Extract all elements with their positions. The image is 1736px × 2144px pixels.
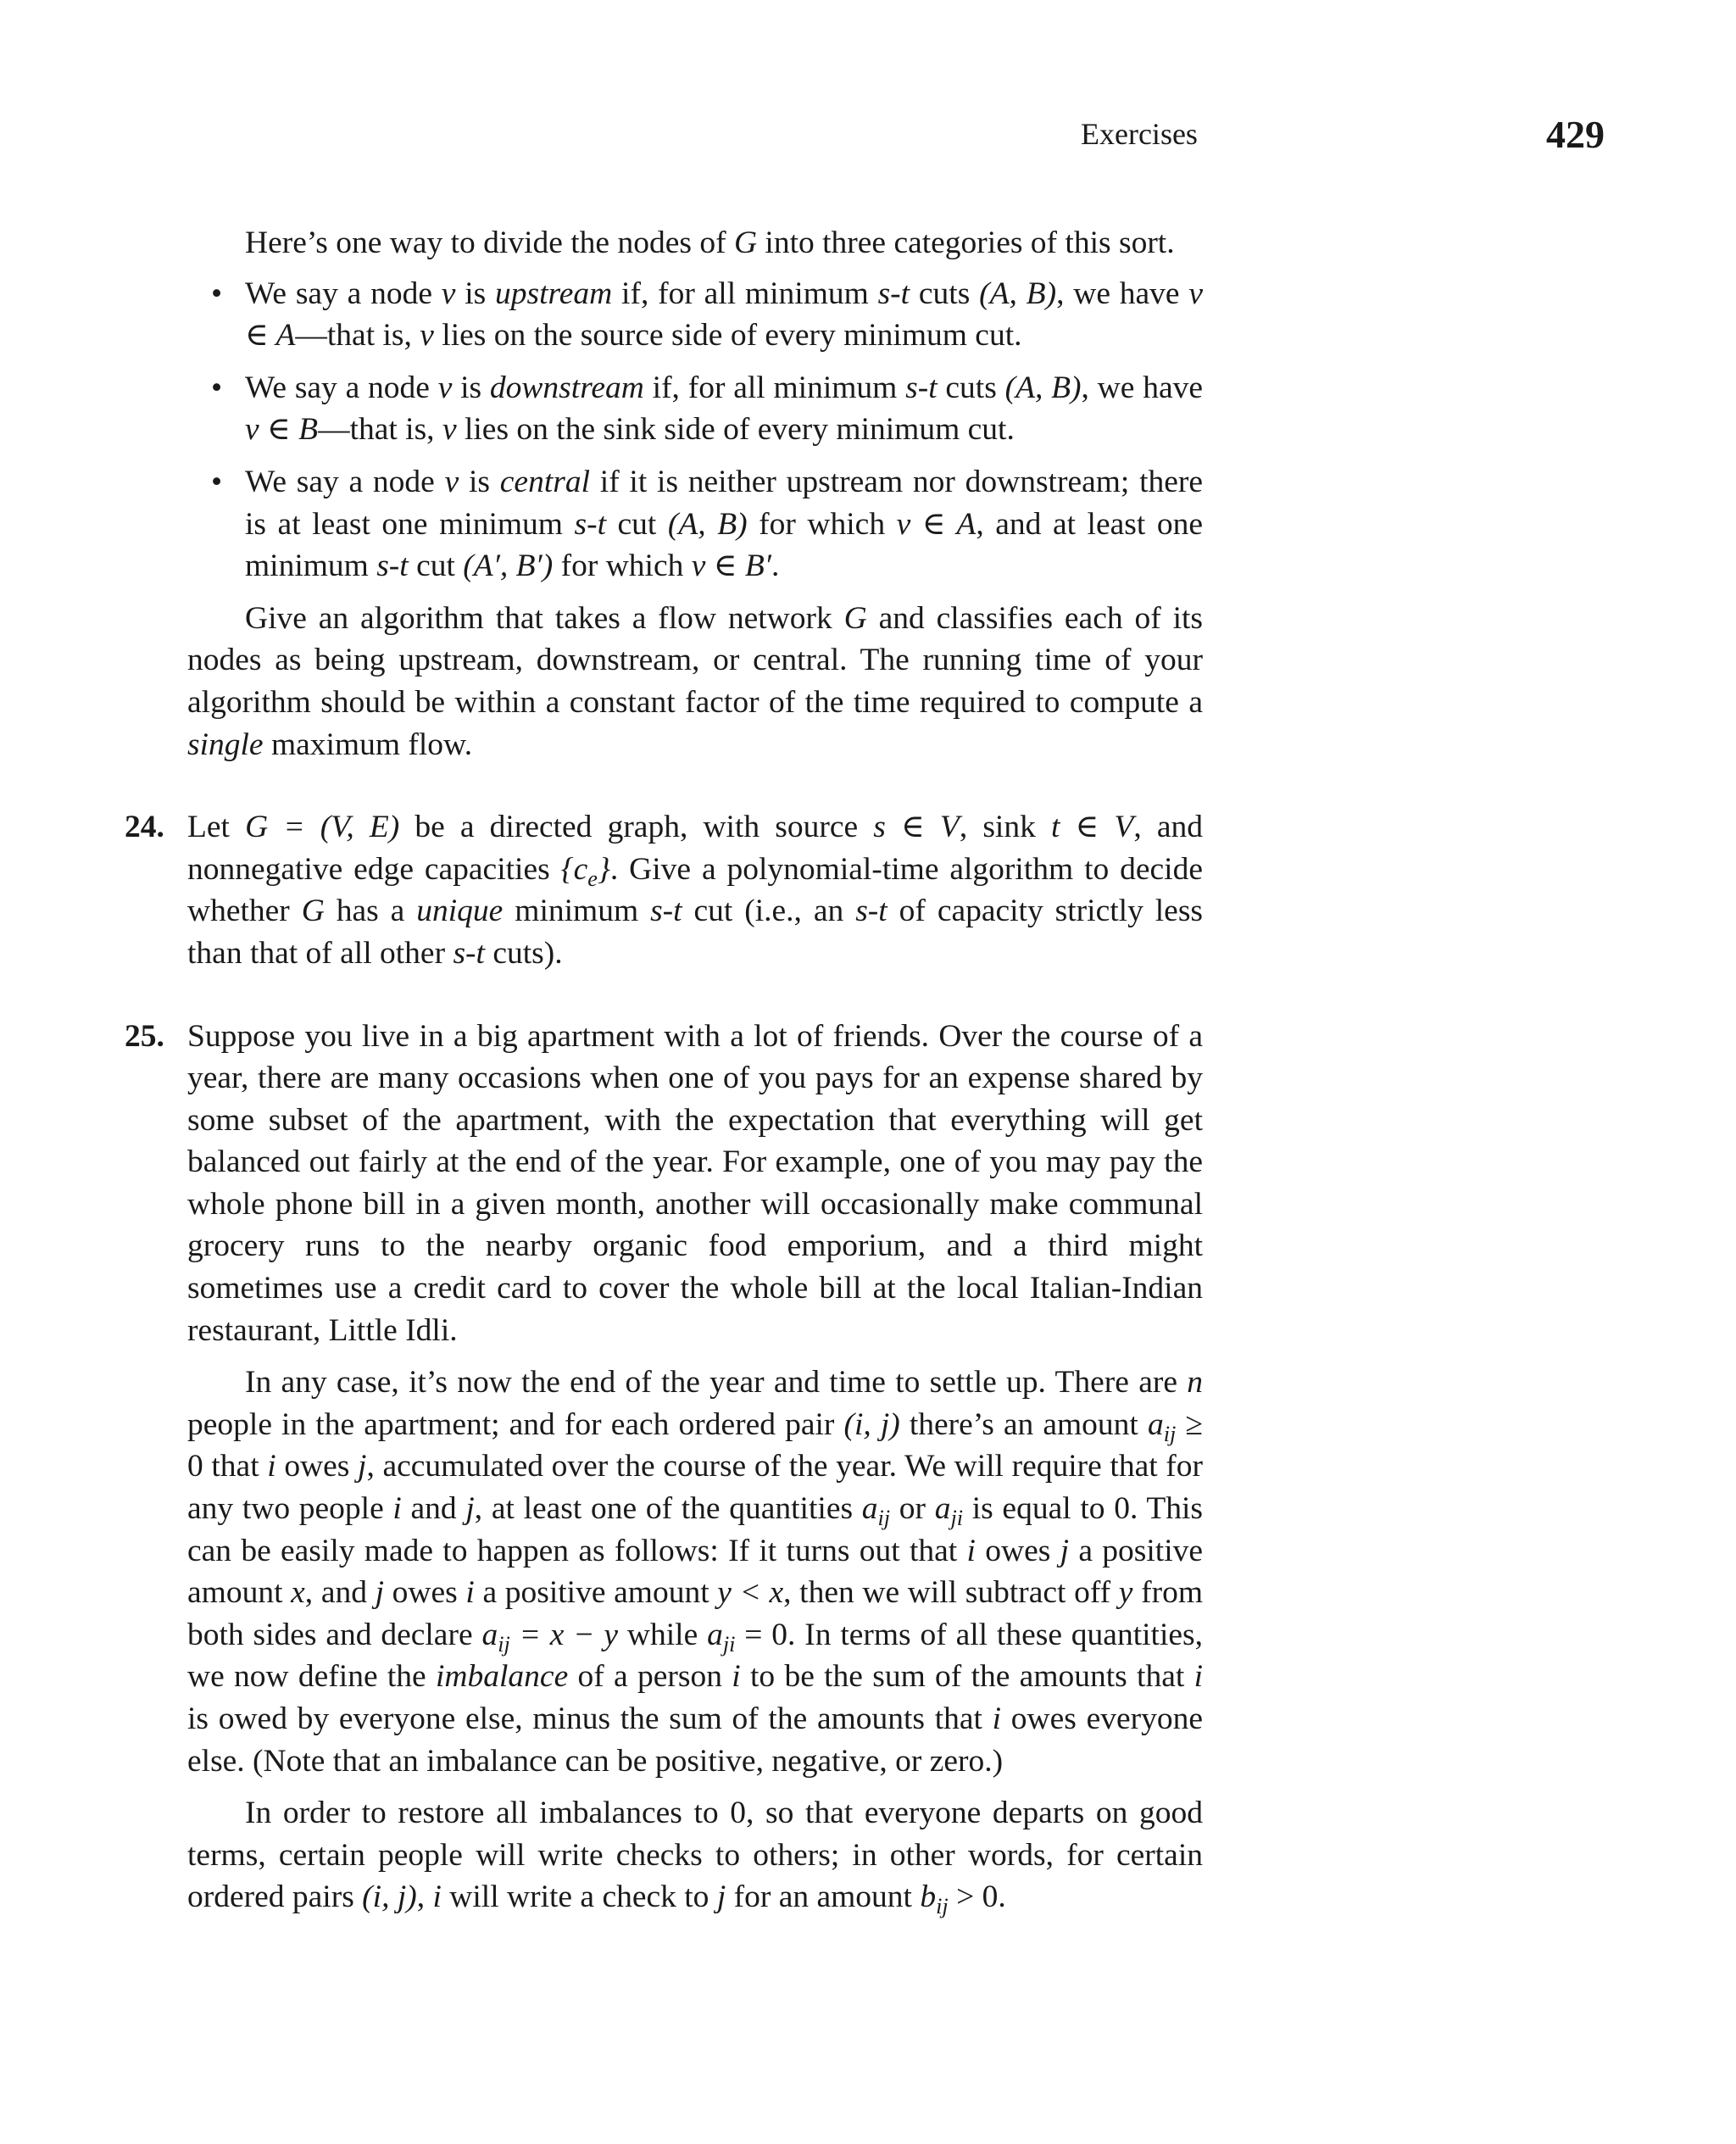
exercise-25-paragraph-3: In order to restore all imbalances to 0, so that everyone departs on good terms, certain people will write checks to others; in other words, for certain ordered pairs (i, j), i will write a check to j for an amount $b_{ij} > 0$. — [187, 1796, 1203, 1919]
page-body — [125, 222, 1204, 1919]
exercise-24-text: Let G = (V, E) be a directed graph, with source s ∈ V, sink t ∈ V, and nonnegative edge capacities $\{c_e\}$. Give a polynomial-time algorithm to decide whether G has a unique minimum s-t cut (i.e., an s-t of capacity strictly less than that of all other s-t cuts). — [187, 810, 1204, 971]
page-number: 429 — [1546, 113, 1605, 156]
exercise-number: 25. — [125, 1018, 164, 1054]
closing-paragraph: Give an algorithm that takes a flow network G and classifies each of its nodes as being upstream, downstream, or central. The running time of your algorithm should be within a constant factor of the time required to compute a single maximum flow. — [187, 600, 1204, 762]
term-central: central — [499, 464, 591, 499]
running-head: Exercises — [1081, 117, 1198, 151]
list-item: • We say a node v is central if it is neither upstream nor downstream; there is at least one minimum s-t cut (A, B) for which v ∈ A, and at least one minimum s-t cut (A′, B′) for which v ∈ B′. — [211, 464, 1204, 584]
list-item: • We say a node v is downstream if, for all minimum s-t cuts (A, B), we have v ∈ B—that is, v lies on the sink side of every minimum cut. — [211, 370, 1203, 448]
exercise-25 — [125, 1016, 1204, 1919]
category-list — [187, 273, 1203, 588]
exercise-number: 24. — [125, 810, 164, 845]
page-header — [0, 115, 1736, 166]
exercise-25-paragraph-1: Suppose you live in a big apartment with a lot of friends. Over the course of a year, there are many occasions when one of you pays for an expense shared by some subset of the apartment, with the expectation that everything will get balanced out fairly at the end of the year. For example, one of you may pay the whole phone bill in a given month, another will occasionally make communal grocery runs to the nearby organic food emporium, and a third might sometimes use a credit card to cover the whole bill at the local Italian-Indian restaurant, Little Idli. — [187, 1018, 1203, 1348]
exercise-25-paragraph-2: In any case, it’s now the end of the year and time to settle up. There are n people in the apartment; and for each ordered pair (i, j) there’s an amount $a_{ij} \ge 0$ that i owes j, accumulated over the course of the year. We will require that for any two people i and j, at least one of the quantities $a_{ij}$ or $a_{ji}$ is equal to 0. This can be easily made to happen as follows: If it turns out that i owes j a positive amount x, and j owes i a positive amount y < x, then we will subtract off y from both sides and declare $a_{ij} = x - y$ while $a_{ji} = 0$. In terms of all these quantities, we now define the imbalance of a person i to be the sum of the amounts that i is owed by everyone else, minus the sum of the amounts that i owes everyone else. (Note that an imbalance can be positive, negative, or zero.) — [187, 1365, 1204, 1779]
term-upstream: upstream — [495, 276, 613, 311]
exercise-24 — [125, 806, 1204, 974]
term-downstream: downstream — [489, 370, 644, 405]
list-item: • We say a node v is upstream if, for all minimum s-t cuts (A, B), we have v ∈ A—that is, v lies on the source side of every minimum cut. — [211, 276, 1204, 354]
intro-paragraph: Here’s one way to divide the nodes of G into three categories of this sort. — [245, 226, 1175, 260]
